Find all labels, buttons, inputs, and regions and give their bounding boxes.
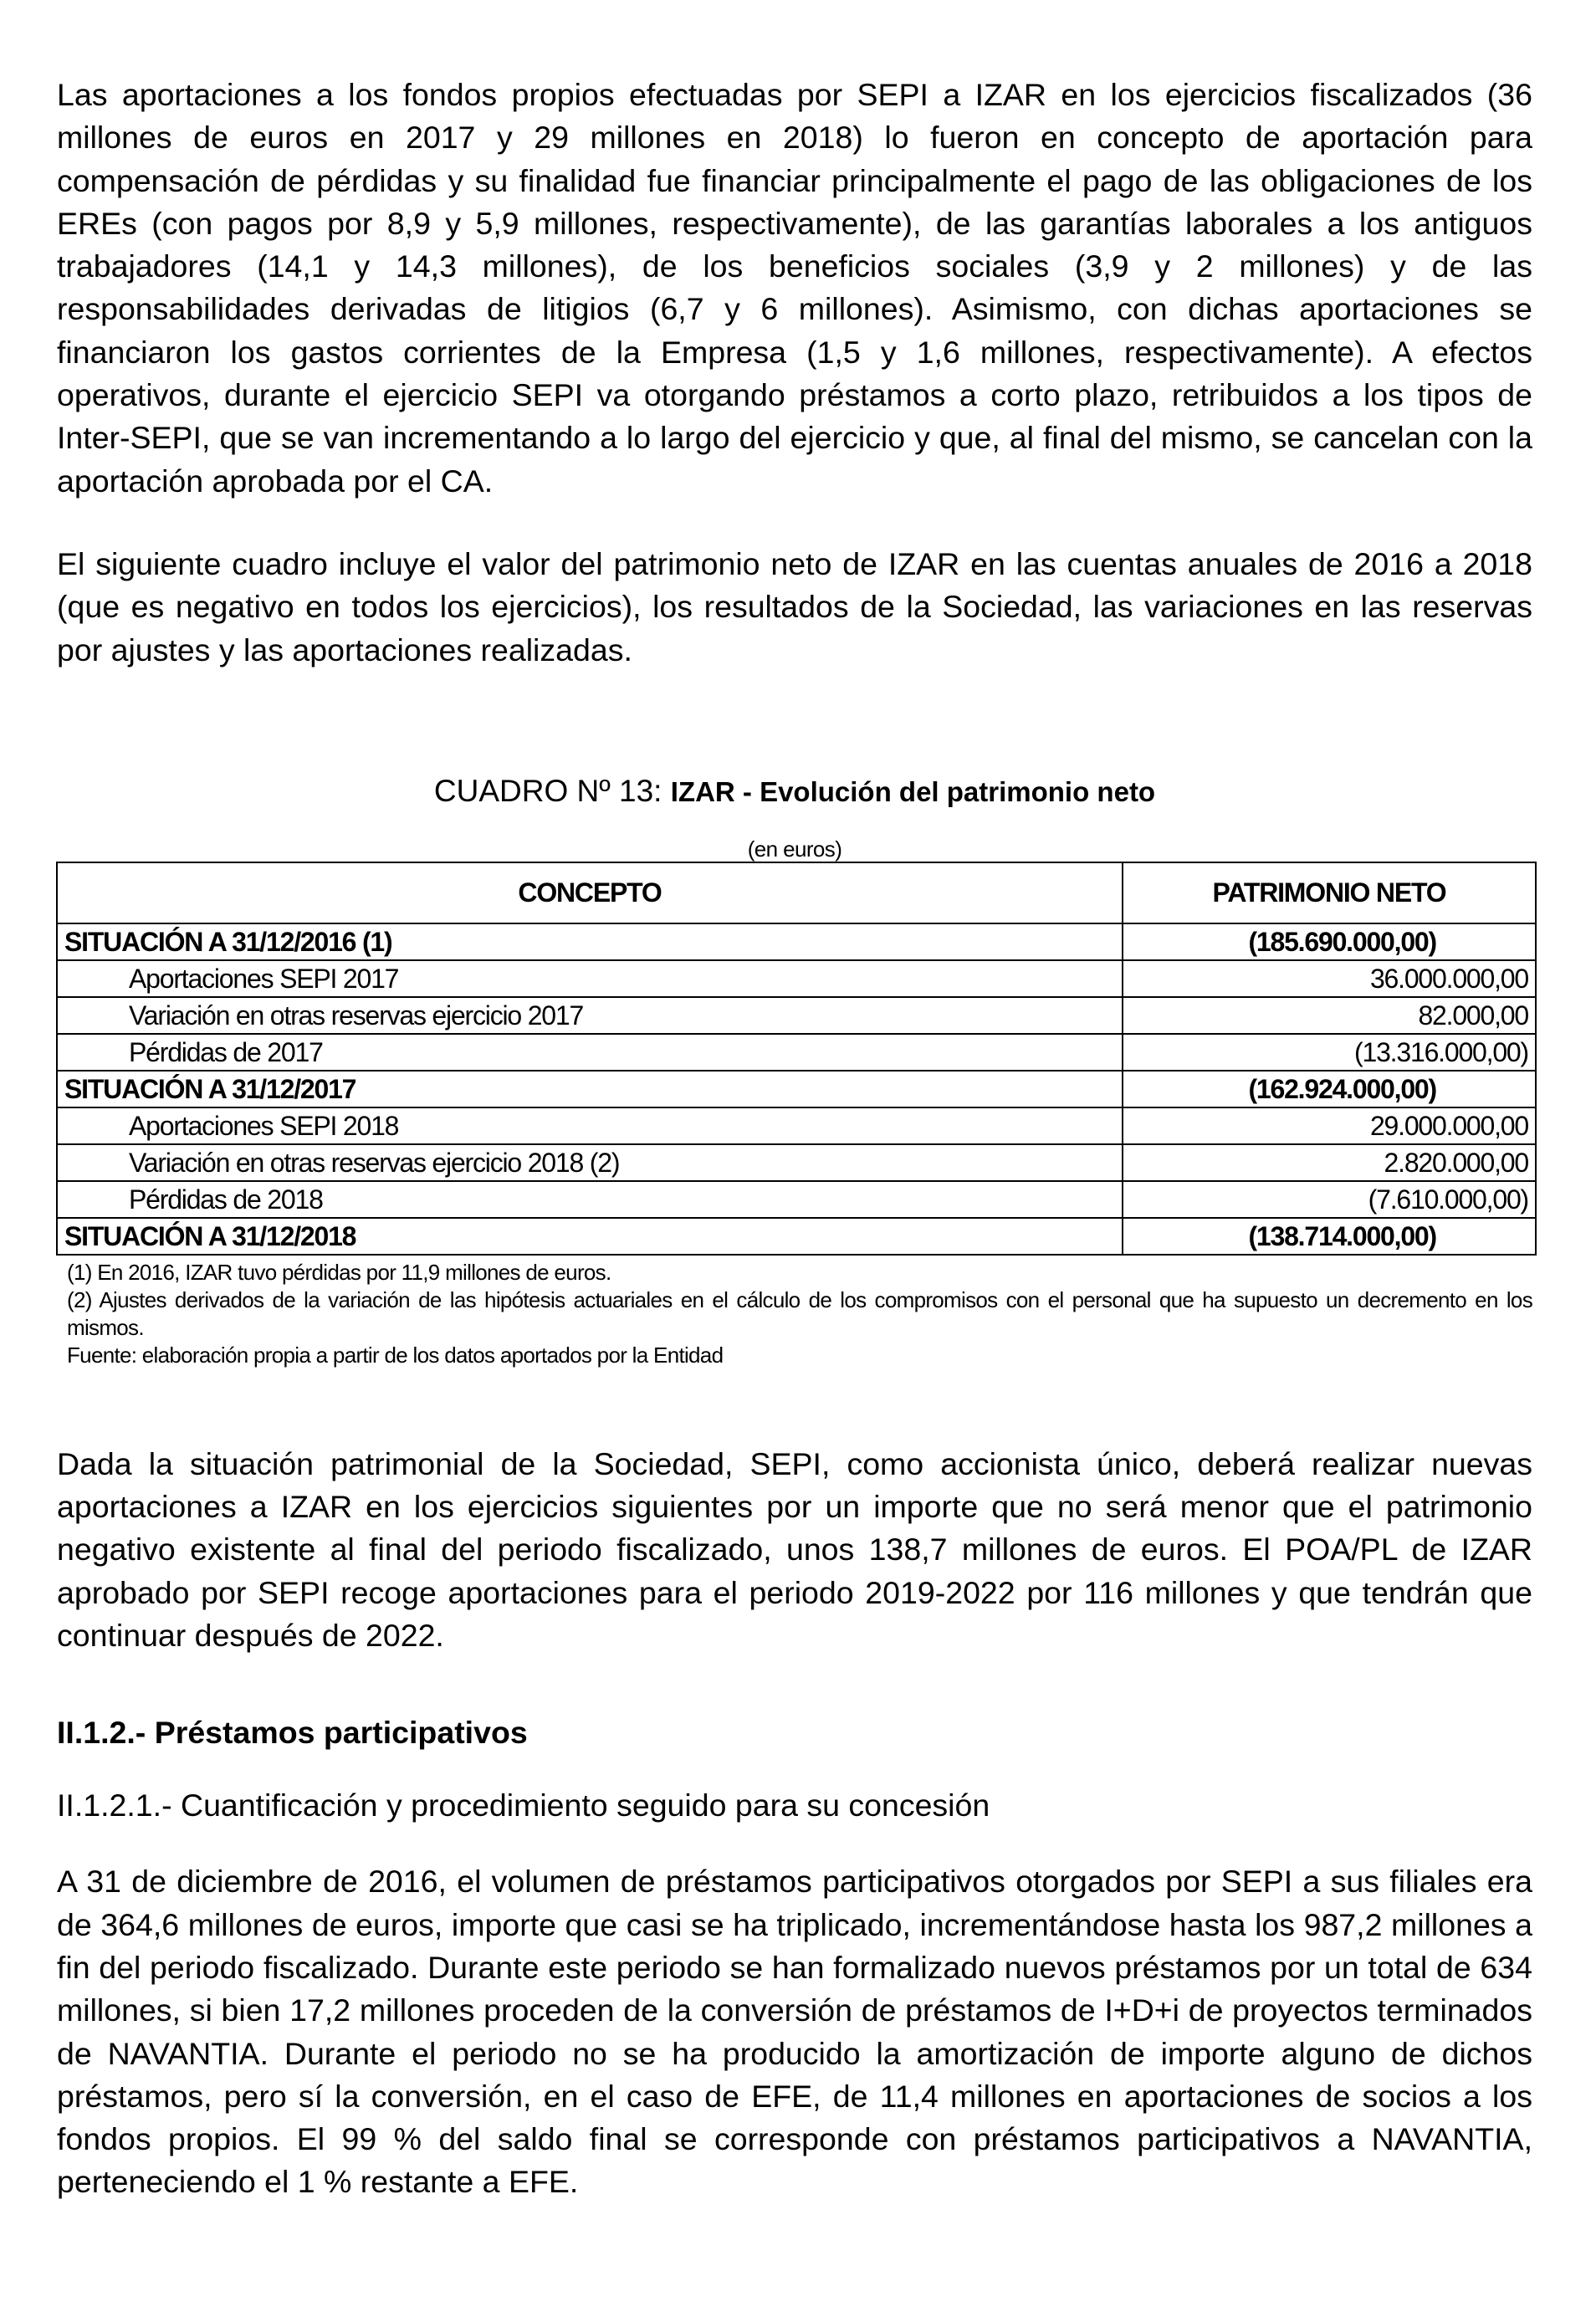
- table-row: [57, 960, 1536, 997]
- paragraph-cuadro-intro: El siguiente cuadro incluye el valor del patrimonio neto de IZAR en las cuentas anuales de 2016 a 2018 (que es negativo en todos los ejercicios), los resultados de la Sociedad, las variaciones en las reservas por ajustes y las aportaciones realizadas.: [57, 545, 1532, 667]
- table-row: [57, 923, 1536, 960]
- row-value: 82.000,00: [1123, 997, 1536, 1034]
- row-value: 36.000.000,00: [1123, 960, 1536, 997]
- table-row: [57, 1144, 1536, 1181]
- row-value: (13.316.000,00): [1123, 1034, 1536, 1071]
- table-body: [57, 923, 1536, 1255]
- table-notes: [57, 1259, 1532, 1369]
- row-concept: SITUACIÓN A 31/12/2017: [57, 1071, 1123, 1107]
- row-value: 29.000.000,00: [1123, 1107, 1536, 1144]
- patrimonio-neto-table: [56, 862, 1537, 1256]
- table-row: [57, 997, 1536, 1034]
- row-value: (138.714.000,00): [1123, 1218, 1536, 1255]
- table-row: [57, 1218, 1536, 1255]
- paragraph-prestamos: A 31 de diciembre de 2016, el volumen de préstamos participativos otorgados por SEPI a sus filiales era de 364,6 millones de euros, importe que casi se ha triplicado, incrementándose hasta los 987,2 millones a fin del periodo fiscalizado. Durante este periodo se han formalizado nuevos préstamos por un total de 634 millones, si bien 17,2 millones proceden de la conversión de préstamos de I+D+i de proyectos terminados de NAVANTIA. Durante el periodo no se ha producido la amortización de importe alguno de dichos préstamos, pero sí la conversión, en el caso de EFE, de 11,4 millones en aportaciones de socios a los fondos propios. El 99 % del saldo final se corresponde con préstamos participativos a NAVANTIA, perteneciendo el 1 % restante a EFE.: [57, 1864, 1532, 2200]
- header-concepto: CONCEPTO: [57, 862, 1123, 923]
- paragraph-situacion-patrimonial: Dada la situación patrimonial de la Sociedad, SEPI, como accionista único, deberá realizar nuevas aportaciones a IZAR en los ejercicios siguientes por un importe que no será menor que el patrimonio negativo existente al final del periodo fiscalizado, unos 138,7 millones de euros. El POA/PL de IZAR aprobado por SEPI recoge aportaciones para el periodo 2019-2022 por 116 millones y que tendrán que continuar después de 2022.: [57, 1445, 1532, 1654]
- table-caption-number: CUADRO Nº 13:: [433, 773, 671, 808]
- table-caption-title: IZAR - Evolución del patrimonio neto: [670, 775, 1156, 807]
- table-row: [57, 1181, 1536, 1218]
- row-concept: Pérdidas de 2018: [57, 1181, 1123, 1218]
- row-concept: SITUACIÓN A 31/12/2018: [57, 1218, 1123, 1255]
- row-value: (162.924.000,00): [1123, 1071, 1536, 1107]
- row-concept: Aportaciones SEPI 2017: [57, 960, 1123, 997]
- table-header-row: [57, 862, 1536, 923]
- table-caption: [57, 770, 1532, 813]
- table-note-1: (1) En 2016, IZAR tuvo pérdidas por 11,9 millones de euros.: [67, 1259, 611, 1285]
- table-source-note: Fuente: elaboración propia a partir de los datos aportados por la Entidad: [67, 1342, 724, 1368]
- row-value: (7.610.000,00): [1123, 1181, 1536, 1218]
- row-concept: Pérdidas de 2017: [57, 1034, 1123, 1071]
- table-row: [57, 1071, 1536, 1107]
- row-concept: Variación en otras reservas ejercicio 2017: [57, 997, 1123, 1034]
- row-value: (185.690.000,00): [1123, 923, 1536, 960]
- subsection-heading: II.1.2.1.- Cuantificación y procedimiento seguido para su concesión: [57, 1788, 990, 1823]
- header-patrimonio-neto: PATRIMONIO NETO: [1123, 862, 1536, 923]
- row-concept: SITUACIÓN A 31/12/2016 (1): [57, 923, 1123, 960]
- table-note-2: (2) Ajustes derivados de la variación de las hipótesis actuariales en el cálculo de los compromisos con el personal que ha supuesto un decremento en los mismos.: [67, 1286, 1532, 1340]
- row-concept: Aportaciones SEPI 2018: [57, 1107, 1123, 1144]
- row-concept: Variación en otras reservas ejercicio 2018 (2): [57, 1144, 1123, 1181]
- paragraph-aportaciones: Las aportaciones a los fondos propios efectuadas por SEPI a IZAR en los ejercicios fiscalizados (36 millones de euros en 2017 y 29 millones en 2018) lo fueron en concepto de aportación para compensación de pérdidas y su finalidad fue financiar principalmente el pago de las obligaciones de los EREs (con pagos por 8,9 y 5,9 millones, respectivamente), de las garantías laborales a los antiguos trabajadores (14,1 y 14,3 millones), de los beneficios sociales (3,9 y 2 millones) y de las responsabilidades derivadas de litigios (6,7 y 6 millones). Asimismo, con dichas aportaciones se financiaron los gastos corrientes de la Empresa (1,5 y 1,6 millones, respectivamente). A efectos operativos, durante el ejercicio SEPI va otorgando préstamos a corto plazo, retribuidos a los tipos de Inter-SEPI, que se van incrementando a lo largo del ejercicio y que, al final del mismo, se cancelan con la aportación aprobada por el CA.: [57, 77, 1532, 499]
- table-units: (en euros): [747, 836, 842, 862]
- section-heading: II.1.2.- Préstamos participativos: [57, 1715, 528, 1751]
- row-value: 2.820.000,00: [1123, 1144, 1536, 1181]
- table-row: [57, 1034, 1536, 1071]
- document-page: [57, 74, 1532, 2204]
- table-row: [57, 1107, 1536, 1144]
